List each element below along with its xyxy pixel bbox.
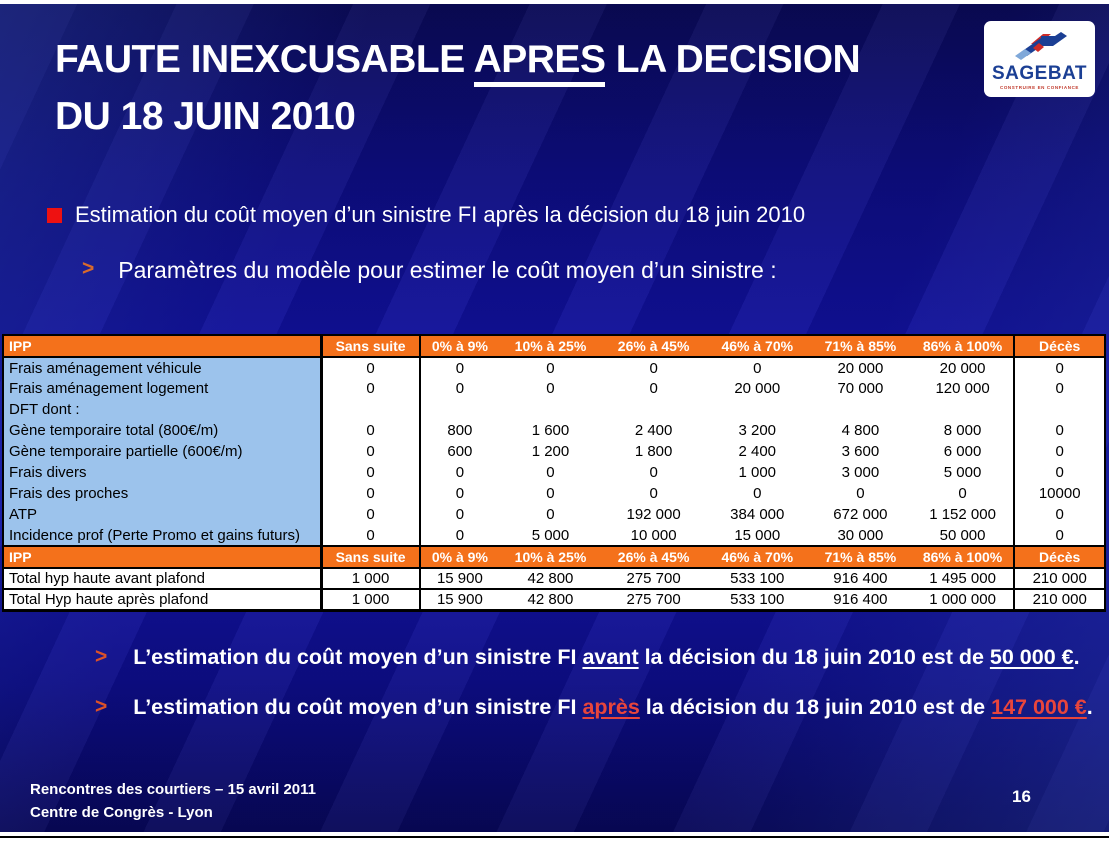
bottom-border-line [0, 836, 1109, 838]
table-cell: 20 000 [912, 357, 1015, 378]
table-row-label: ATP [3, 504, 321, 525]
table-cell: 0 [546, 464, 555, 481]
table-cell: 0 [546, 506, 555, 523]
chevron-bullet-icon: > [95, 645, 108, 668]
table-cell: 30 000 [837, 526, 884, 544]
table-header-cell: IPP [3, 546, 321, 568]
table-cell: 0 [753, 359, 762, 377]
table-header-cell: Sans suite [321, 546, 420, 568]
table-row-label: Frais divers [3, 462, 321, 483]
table-cell: 3 600 [841, 443, 880, 460]
table-cell: 15 000 [734, 526, 781, 544]
table-header-cell: 26% à 45% [602, 546, 706, 568]
table-cell: 0 [546, 485, 555, 502]
table-row-label: DFT dont : [3, 399, 321, 420]
chevron-bullet-icon: > [82, 257, 95, 280]
main-bullet [47, 202, 805, 228]
table-cell: 800 [447, 422, 473, 439]
table-cell: 0 [455, 359, 465, 377]
main-bullet-text: Estimation du coût moyen d’un sinistre FI après la décision du 18 juin 2010 [75, 202, 806, 227]
table-header-cell: 71% à 85% [809, 546, 912, 568]
table-cell: 20 000 [734, 380, 781, 397]
table-cell: 5 000 [912, 462, 1015, 483]
sagebat-logo-wordmark: SAGEBAT [992, 63, 1087, 84]
footer-location: Centre de Congrès - Lyon [30, 803, 213, 821]
ipp-table-container [2, 334, 1106, 612]
title-part-pre: FAUTE INEXCUSABLE [55, 38, 474, 81]
conclusion-avant-mid: la décision du 18 juin 2010 est de [638, 645, 990, 669]
red-square-bullet-icon [47, 208, 62, 223]
table-cell: 0 [649, 464, 658, 481]
table-cell: 0 [455, 526, 465, 544]
table-total-label: Total Hyp haute après plafond [3, 589, 321, 611]
table-header-cell: 86% à 100% [912, 546, 1015, 568]
table-cell [912, 399, 1015, 420]
table-cell: 42 800 [499, 589, 602, 611]
table-cell: 533 100 [705, 568, 809, 589]
table-cell: 1 000 000 [912, 589, 1015, 611]
sub-bullet-text: Paramètres du modèle pour estimer le coût moyen d’un sinistre : [118, 257, 777, 283]
table-cell: 0 [546, 359, 555, 377]
table-cell: 42 800 [499, 568, 602, 589]
table-cell: 1 600 [531, 422, 570, 439]
table-cell [499, 399, 602, 420]
table-cell: 0 [321, 420, 420, 441]
title-line-2: DU 18 JUIN 2010 [55, 94, 356, 138]
conclusion-apres-mid: la décision du 18 juin 2010 est de [639, 695, 992, 719]
table-total-row [3, 568, 1105, 589]
table-cell: 0 [321, 378, 420, 399]
table-cell: 0 [649, 380, 658, 397]
table-row [3, 420, 1105, 441]
table-cell: 0 [1055, 359, 1064, 377]
table-row-label: Gène temporaire partielle (600€/m) [3, 441, 321, 462]
table-cell [1014, 399, 1105, 420]
table-cell: 2 400 [738, 443, 777, 460]
table-row [3, 525, 1105, 546]
table-cell [705, 399, 809, 420]
table-cell: 0 [856, 485, 865, 502]
sub-bullet [82, 257, 777, 284]
table-cell: 0 [1055, 422, 1064, 439]
table-cell: 0 [321, 441, 420, 462]
table-cell: 0 [912, 483, 1015, 504]
table-cell: 5 000 [531, 526, 570, 544]
footer [30, 779, 316, 824]
table-cell: 8 000 [912, 420, 1015, 441]
table-cell: 10000 [1038, 485, 1081, 502]
table-cell: 600 [447, 443, 473, 460]
table-total-row [3, 589, 1105, 611]
table-row-label: Frais aménagement logement [3, 378, 321, 399]
table-cell: 672 000 [833, 506, 888, 523]
table-cell: 3 000 [841, 464, 880, 481]
table-header-cell: Décès [1014, 335, 1105, 357]
table-cell: 210 000 [1014, 589, 1105, 611]
conclusion-apres-text [133, 695, 1092, 720]
sagebat-logo-icon [1011, 30, 1069, 64]
table-header-cell: 86% à 100% [912, 335, 1015, 357]
table-cell: 0 [321, 483, 420, 504]
table-row-label: Gène temporaire total (800€/m) [3, 420, 321, 441]
footer-event: Rencontres des courtiers – 15 avril 2011 [30, 781, 316, 798]
conclusion-avant-pre: L’estimation du coût moyen d’un sinistre FI [133, 645, 583, 669]
table-cell: 0 [455, 485, 465, 502]
table-cell: 0 [455, 506, 465, 523]
conclusion-avant-emphasis: avant [582, 645, 639, 669]
ipp-table [2, 334, 1106, 612]
slide-title [55, 32, 975, 145]
table-cell: 533 100 [705, 589, 809, 611]
table-cell: 0 [753, 485, 762, 502]
table-cell: 275 700 [602, 589, 706, 611]
table-cell: 0 [1055, 506, 1064, 523]
table-header-row [3, 335, 1105, 357]
table-cell: 0 [455, 380, 465, 397]
sagebat-logo [984, 21, 1095, 97]
table-header-cell: 26% à 45% [602, 335, 706, 357]
table-cell: 275 700 [602, 568, 706, 589]
table-cell: 0 [1055, 526, 1064, 544]
table-cell: 0 [321, 525, 420, 546]
table-cell: 0 [321, 504, 420, 525]
table-cell: 20 000 [837, 359, 884, 377]
conclusion-avant-text [133, 645, 1079, 670]
table-header-cell: Décès [1014, 546, 1105, 568]
table-row [3, 504, 1105, 525]
table-cell: 0 [649, 359, 658, 377]
table-cell: 1 800 [634, 443, 673, 460]
table-cell: 1 000 [738, 464, 777, 481]
table-cell: 10 000 [630, 526, 677, 544]
table-cell: 1 152 000 [912, 504, 1015, 525]
table-header-cell: 71% à 85% [809, 335, 912, 357]
conclusion-avant [95, 645, 1080, 670]
table-header-cell: 0% à 9% [420, 546, 500, 568]
table-row [3, 483, 1105, 504]
table-total-label: Total hyp haute avant plafond [3, 568, 321, 589]
table-cell: 4 800 [841, 422, 880, 439]
table-header-cell: 10% à 25% [499, 546, 602, 568]
table-cell [602, 399, 706, 420]
table-cell: 1 000 [321, 589, 420, 611]
table-cell [809, 399, 912, 420]
table-row [3, 357, 1105, 378]
table-cell: 0 [321, 462, 420, 483]
table-cell: 0 [455, 464, 465, 481]
table-cell: 0 [649, 485, 658, 502]
title-part-underlined: APRES [474, 38, 606, 87]
conclusion-apres-emphasis: après [582, 695, 640, 719]
table-cell [321, 399, 420, 420]
table-row-label: Frais aménagement véhicule [3, 357, 321, 378]
table-cell: 70 000 [837, 380, 884, 397]
slide-background [0, 4, 1109, 832]
table-cell: 0 [1055, 464, 1064, 481]
table-cell: 3 200 [738, 422, 777, 439]
table-header-cell: IPP [3, 335, 321, 357]
table-cell: 50 000 [912, 525, 1015, 546]
table-cell: 15 900 [420, 568, 500, 589]
table-cell: 2 400 [634, 422, 673, 439]
table-row [3, 462, 1105, 483]
table-cell: 120 000 [912, 378, 1015, 399]
table-cell: 916 400 [809, 589, 912, 611]
table-cell: 0 [321, 357, 420, 378]
conclusion-apres [95, 695, 1093, 720]
table-cell: 0 [546, 380, 555, 397]
table-header-cell: 46% à 70% [705, 546, 809, 568]
table-cell: 0 [1055, 380, 1064, 397]
table-header-cell: 10% à 25% [499, 335, 602, 357]
conclusion-apres-end: . [1086, 695, 1093, 719]
conclusion-apres-pre: L’estimation du coût moyen d’un sinistre FI [133, 695, 583, 719]
table-row-label: Incidence prof (Perte Promo et gains futurs) [3, 525, 321, 546]
table-row [3, 399, 1105, 420]
table-cell: 210 000 [1014, 568, 1105, 589]
conclusion-avant-value: 50 000 € [989, 645, 1074, 669]
table-cell: 6 000 [912, 441, 1015, 462]
table-header-row [3, 546, 1105, 568]
table-cell [420, 399, 500, 420]
table-header-cell: 46% à 70% [705, 335, 809, 357]
chevron-bullet-icon: > [95, 695, 108, 718]
table-cell: 384 000 [730, 506, 785, 523]
table-cell: 1 000 [321, 568, 420, 589]
page-number: 16 [1012, 787, 1031, 806]
table-cell: 1 200 [531, 443, 570, 460]
table-header-cell: Sans suite [321, 335, 420, 357]
conclusion-avant-end: . [1073, 645, 1080, 669]
table-cell: 1 495 000 [912, 568, 1015, 589]
table-cell: 0 [1055, 443, 1064, 460]
table-cell: 192 000 [626, 506, 681, 523]
conclusion-apres-value: 147 000 € [991, 695, 1087, 719]
title-line-1 [55, 32, 975, 89]
table-row [3, 378, 1105, 399]
table-cell: 15 900 [420, 589, 500, 611]
title-part-post: LA DECISION [605, 38, 861, 81]
sagebat-logo-tagline: CONSTRUIRE EN CONFIANCE [999, 85, 1080, 90]
table-row-label: Frais des proches [3, 483, 321, 504]
table-header-cell: 0% à 9% [420, 335, 500, 357]
table-row [3, 441, 1105, 462]
table-cell: 916 400 [809, 568, 912, 589]
